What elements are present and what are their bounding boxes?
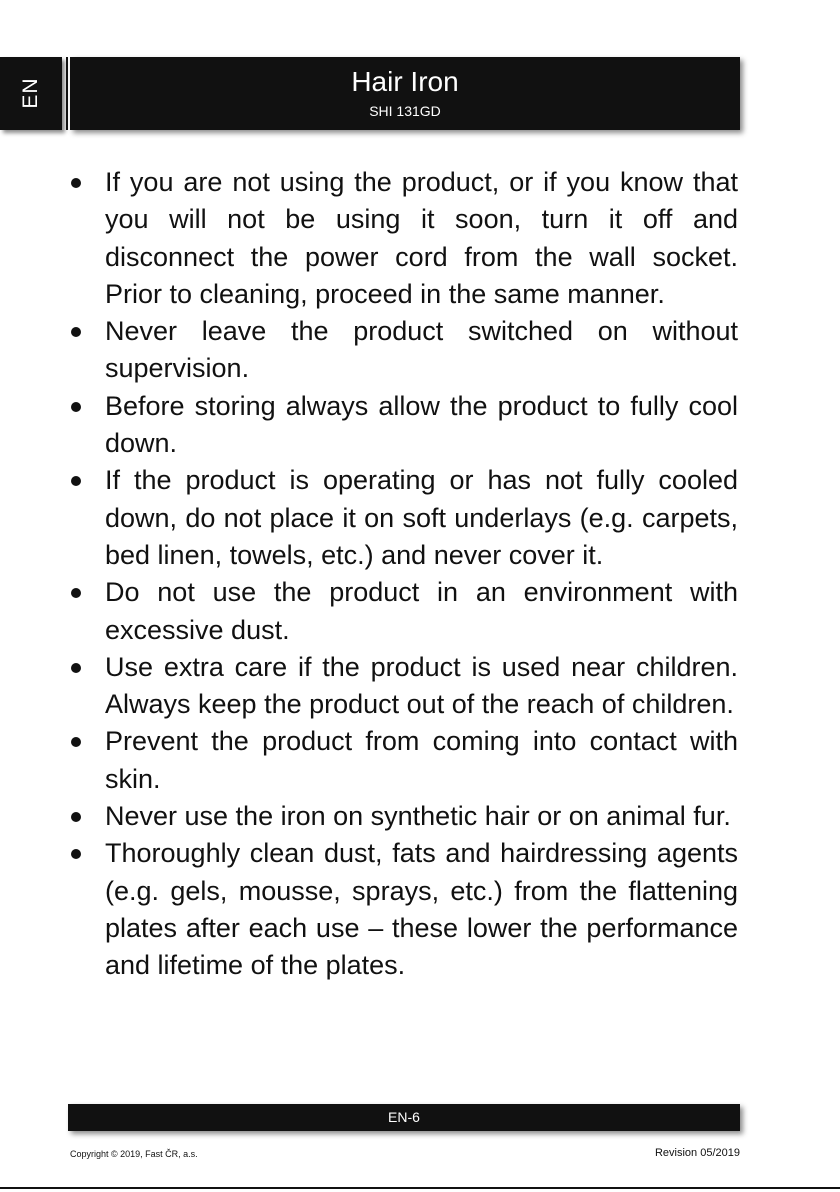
page-number: EN-6 [388,1109,420,1125]
list-item-text: Never leave the product switched on without supervision. [105,316,738,384]
model-number: SHI 131GD [369,103,441,119]
copyright-notice: Copyright © 2019, Fast ČR, a.s. [70,1149,198,1159]
bottom-divider [0,1187,840,1189]
page-number-bar [68,1104,740,1131]
page-title: Hair Iron [351,66,459,97]
list-item [68,649,738,724]
list-item [68,835,738,984]
list-item [68,574,738,649]
list-item-text: Use extra care if the product is used near children. Always keep the product out of the reach of children. [105,651,738,720]
list-item-text: Prevent the product from coming into contact with skin. [105,726,738,794]
bullet-icon [71,849,81,859]
bullet-icon [71,663,81,673]
bullet-icon [71,588,81,598]
bullet-icon [71,178,81,188]
language-label: EN [19,77,42,109]
list-item-text: Thoroughly clean dust, fats and hairdressing agents (e.g. gels, mousse, sprays, etc.) from the flattening plates after each use – these lower the performance and lifetime of the plates. [105,838,738,981]
list-item-text: If the product is operating or has not fully cooled down, do not place it on soft underlays (e.g. carpets, bed linen, towels, etc.) and never cover it. [105,465,738,570]
safety-instructions-list [68,164,738,985]
list-item-text: If you are not using the product, or if you know that you will not be using it soon, turn it off and disconnect the power cord from the wall socket. Prior to cleaning, proceed in the same manner. [105,167,738,309]
bullet-icon [71,737,81,747]
list-item [68,388,738,463]
list-item-text: Do not use the product in an environment with excessive dust. [105,577,738,645]
list-item [68,164,738,313]
bullet-icon [71,402,81,412]
language-tab [0,57,62,130]
list-item-text: Never use the iron on synthetic hair or on animal fur. [105,801,731,832]
bullet-icon [71,327,81,337]
list-item [68,462,738,574]
revision-label: Revision 05/2019 [654,1147,740,1159]
page-header [70,57,740,130]
bullet-icon [71,812,81,822]
bullet-icon [71,476,81,486]
list-item-text: Before storing always allow the product to fully cool down. [105,390,738,459]
list-item [68,723,738,798]
list-item [68,313,738,388]
list-item [68,798,738,835]
